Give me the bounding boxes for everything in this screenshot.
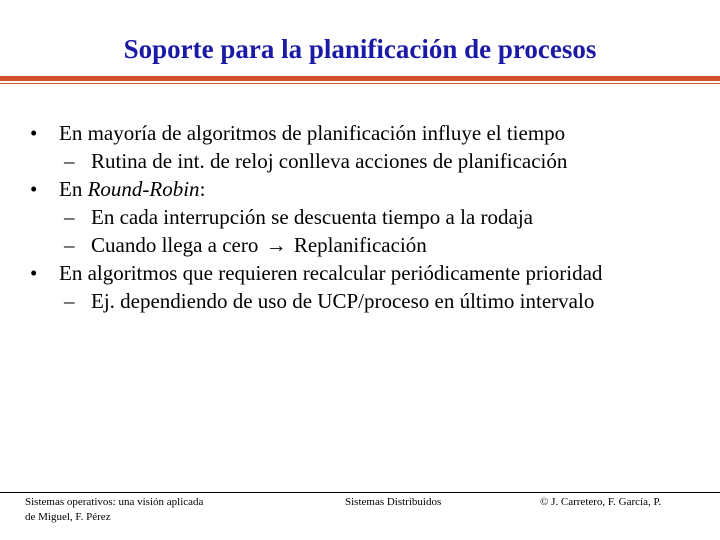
dash-icon: – — [64, 289, 75, 313]
slide-title: Soporte para la planificación de procesos — [123, 34, 597, 64]
bullet-text-suffix: : — [199, 177, 206, 201]
sub-bullet-text-after: Replanificación — [293, 233, 427, 257]
bullet-item — [0, 119, 720, 147]
bullet-icon: • — [30, 121, 38, 145]
bullet-icon: • — [30, 261, 38, 285]
right-arrow-icon: → — [265, 233, 287, 257]
sub-bullet-text: Ej. dependiendo de uso de UCP/proceso en último intervalo — [91, 289, 595, 313]
sub-bullet-text-before: Cuando llega a cero — [91, 233, 259, 257]
footer-book-credit — [25, 495, 203, 525]
dash-icon: – — [64, 233, 75, 257]
bullet-text: En mayoría de algoritmos de planificación influye el tiempo — [59, 121, 566, 145]
title-divider — [0, 76, 720, 81]
bullet-list — [0, 119, 720, 315]
footer-book-authors: de Miguel, F. Pérez — [25, 511, 111, 523]
dash-icon: – — [64, 205, 75, 229]
sub-bullet-text — [91, 231, 427, 259]
sub-bullet-item — [0, 231, 720, 259]
footer-copyright: © J. Carretero, F. García, P. — [540, 496, 662, 508]
bullet-text: En algoritmos que requieren recalcular periódicamente prioridad — [59, 261, 603, 285]
bullet-icon: • — [30, 177, 38, 201]
sub-bullet-text: Rutina de int. de reloj conlleva acciones de planificación — [91, 149, 568, 173]
sub-bullet-item — [0, 147, 720, 175]
sub-bullet-item — [0, 287, 720, 315]
title-divider-thin — [0, 83, 720, 84]
dash-icon: – — [64, 149, 75, 173]
bullet-text-italic: Round-Robin — [87, 177, 200, 201]
footer-course: Sistemas Distribuidos — [345, 496, 442, 508]
sub-bullet-text: En cada interrupción se descuenta tiempo a la rodaja — [91, 205, 533, 229]
bullet-text-prefix: En — [59, 177, 88, 201]
footer-book-title: Sistemas operativos: una visión aplicada — [25, 496, 204, 508]
bullet-item — [0, 259, 720, 287]
bullet-item — [0, 175, 720, 203]
sub-bullet-item — [0, 203, 720, 231]
bullet-text — [59, 175, 205, 203]
footer-divider — [0, 492, 720, 493]
